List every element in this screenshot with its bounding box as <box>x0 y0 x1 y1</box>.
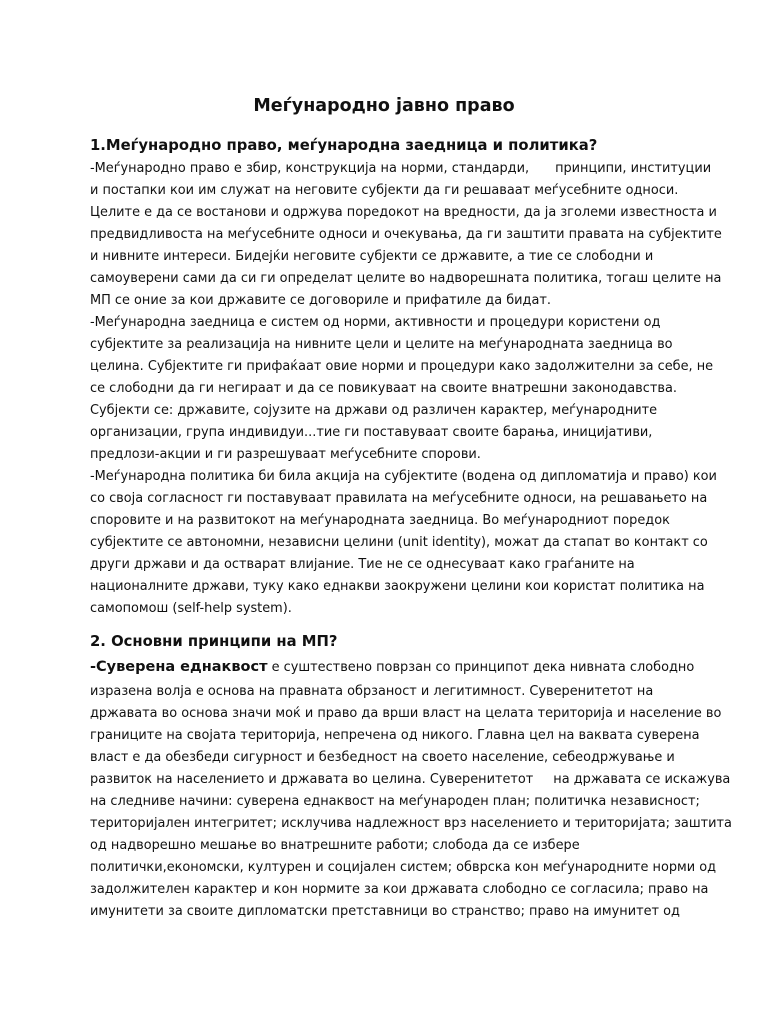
paragraph-line: предлози-акции и ги разрешуваат меѓусебните спорови. <box>90 447 481 462</box>
section-2-heading: 2. Основни принципи на МП? <box>90 633 338 650</box>
document-title: Меѓународно јавно право <box>253 96 515 116</box>
paragraph-line: развиток на населението и државата во целина. Суверенитетот на државата се искажува <box>90 772 731 787</box>
paragraph-line: Субјекти се: државите, сојузите на држави од различен карактер, меѓународните <box>90 403 658 418</box>
paragraph-line: -Меѓународна заедница е систем од норми, активности и процедури користени од <box>90 315 661 330</box>
paragraph-line: и постапки кои им служат на неговите субјекти да ги решаваат меѓусебните односи. <box>90 183 679 198</box>
paragraph-line: предвидливоста на меѓусебните односи и очекувања, да ги заштити правата на субјектите <box>90 227 722 242</box>
paragraph-line: имунитети за своите дипломатски претставници во странство; право на имунитет од <box>90 904 680 919</box>
paragraph-line: на следниве начини: суверена еднаквост на меѓународен план; политичка независност; <box>90 794 700 809</box>
paragraph-line: се слободни да ги негираат и да се повикуваат на своите внатрешни законодавства. <box>90 381 677 396</box>
paragraph-line: МП се оние за кои државите се договориле и прифатиле да бидат. <box>90 293 551 308</box>
paragraph-line: -Меѓународно право е збир, конструкција на норми, стандарди, принципи, институции <box>90 161 712 176</box>
paragraph-line: и нивните интереси. Бидејќи неговите субјекти се државите, а тие се слободни и <box>90 249 654 264</box>
paragraph-line: со своја согласност ги поставуваат правилата на меѓусебните односи, на решавањето на <box>90 491 708 506</box>
paragraph-line: Целите е да се востанови и одржува поредокот на вредности, да ја зголеми известноста и <box>90 205 717 220</box>
paragraph-line: територијален интегритет; исклучива надлежност врз населението и територијата; заштита <box>90 816 732 831</box>
paragraph-line: субјектите за реализација на нивните цели и целите на меѓународната заедница во <box>90 337 673 352</box>
paragraph-line: други држави и да остварат влијание. Тие не се однесуваат како граѓаните на <box>90 557 635 572</box>
section-1-heading: 1.Меѓународно право, меѓународна заедница и политика? <box>90 137 598 154</box>
paragraph-line: од надворешно мешање во внатрешните работи; слобода да се избере <box>90 838 580 853</box>
paragraph-line: целина. Субјектите ги прифаќаат овие норми и процедури како задолжителни за себе, не <box>90 359 714 374</box>
paragraph-line: организации, група индивидуи...тие ги поставуваат своите барања, иницијативи, <box>90 425 653 440</box>
paragraph-line: субјектите се автономни, независни целини (unit identity), можат да стапат во контакт со <box>90 535 708 550</box>
paragraph-line: националните држави, туку како еднакви заокружени целини кои користат политика на <box>90 579 705 594</box>
paragraph-line: -Суверена еднаквост е суштествено поврзан со принципот дека нивната слободно <box>90 659 695 675</box>
paragraph-line: државата во основа значи моќ и право да врши власт на целата територија и население во <box>90 706 722 721</box>
paragraph-line: изразена волја е основа на правната обрзаност и легитимност. Суверенитетот на <box>90 684 654 699</box>
sovereign-equality-term: -Суверена еднаквост <box>90 659 268 675</box>
paragraph-line: политички,економски, културен и социјален систем; обврска кон меѓународните норми од <box>90 860 717 875</box>
paragraph-line: самоуверени сами да си ги определат целите во надворешната политика, тогаш целите на <box>90 271 722 286</box>
paragraph-line: задолжителен карактер и кон нормите за кои државата слободно се согласила; право на <box>90 882 709 897</box>
paragraph-line: самопомош (self-help system). <box>90 601 292 616</box>
paragraph-line: власт е да обезбеди сигурност и безбедност на своето население, себеодржување и <box>90 750 675 765</box>
paragraph-line: споровите и на развитокот на меѓународната заедница. Во меѓународниот поредок <box>90 513 670 528</box>
paragraph-line: -Меѓународна политика би била акција на субјектите (водена од дипломатија и право) кои <box>90 469 717 484</box>
paragraph-line: границите на својата територија, непречена од никого. Главна цел на ваквата суверена <box>90 728 700 743</box>
